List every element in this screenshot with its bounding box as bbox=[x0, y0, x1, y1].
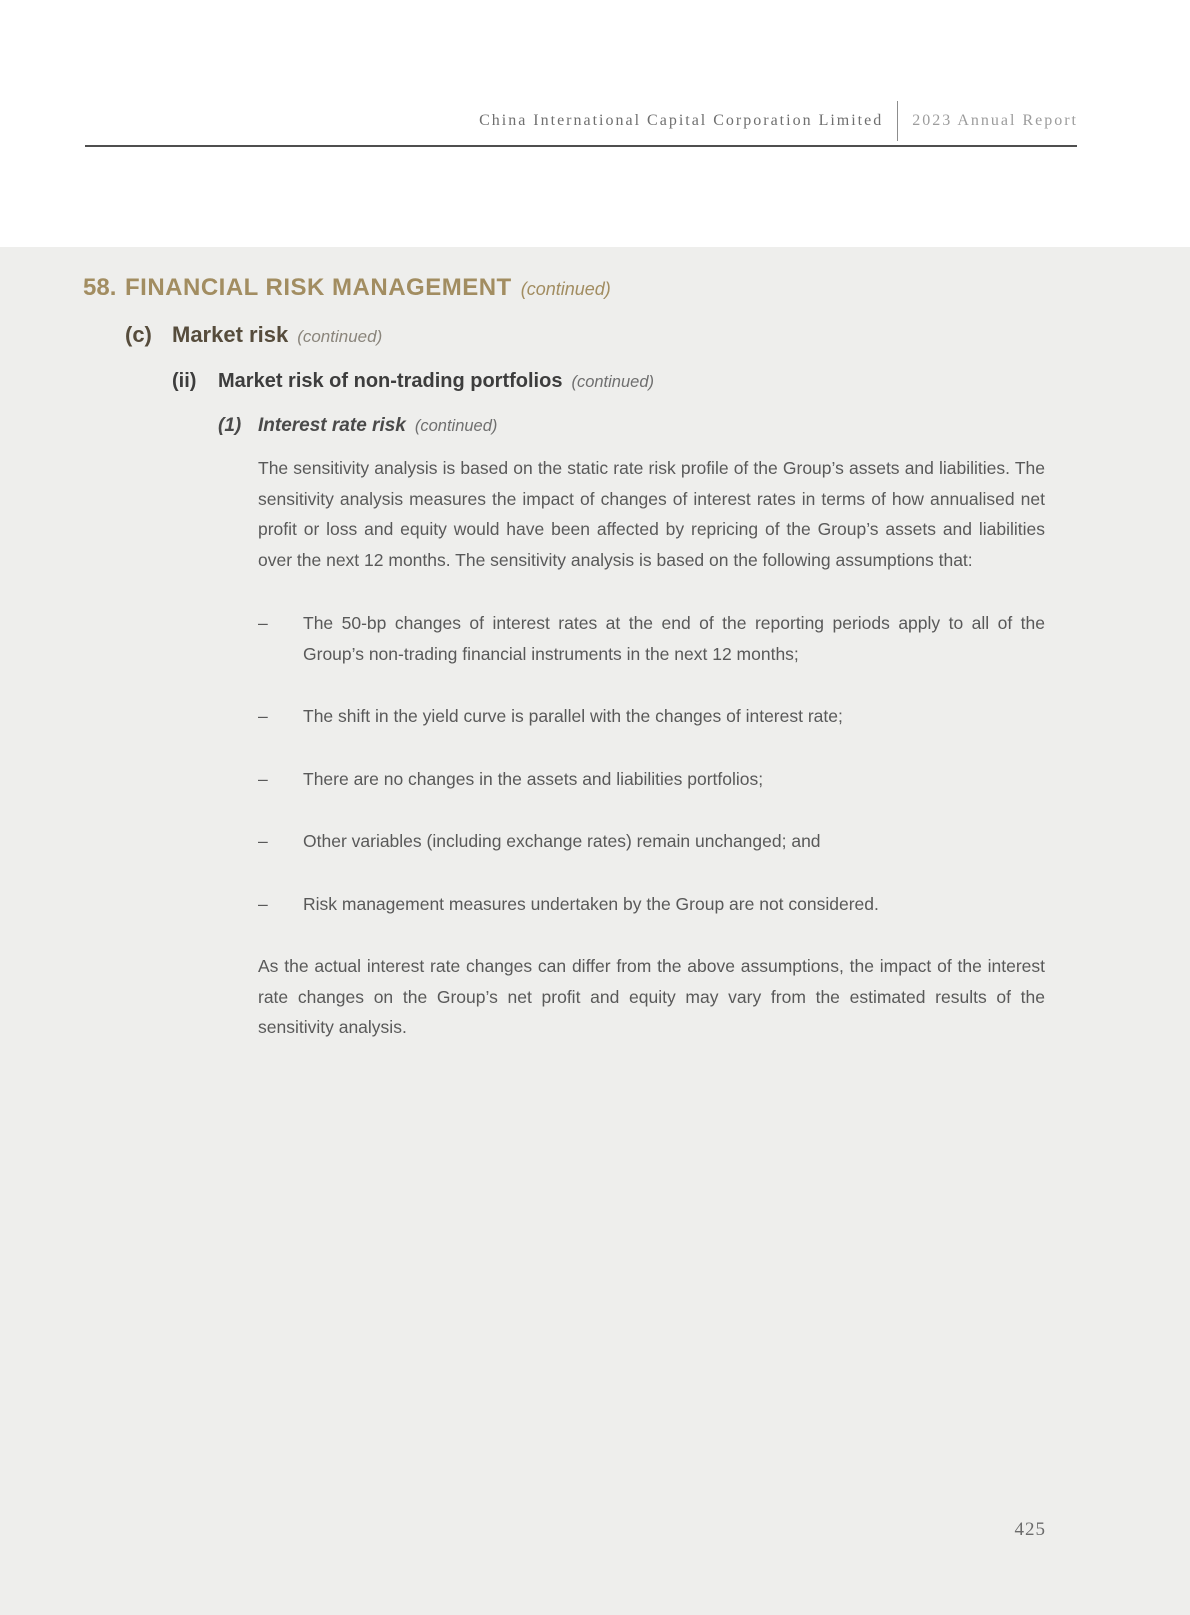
subsection-continued: (continued) bbox=[571, 373, 655, 391]
list-item-text: The shift in the yield curve is parallel with the changes of interest rate; bbox=[303, 706, 843, 726]
dash-marker: – bbox=[258, 893, 268, 914]
subsection-label: (1) bbox=[218, 415, 242, 436]
subsection-market-risk bbox=[125, 322, 1045, 348]
list-item bbox=[258, 826, 1045, 857]
company-name: China International Capital Corporation Limited bbox=[479, 112, 884, 129]
dash-marker: – bbox=[258, 613, 268, 633]
section-number: 58. bbox=[83, 274, 117, 301]
subsection-label: (c) bbox=[125, 322, 152, 347]
subsection-non-trading bbox=[172, 370, 1045, 393]
list-item-text: Other variables (including exchange rates) remain unchanged; and bbox=[303, 831, 821, 851]
dash-marker: – bbox=[258, 768, 268, 789]
dash-marker: – bbox=[258, 831, 268, 851]
subsection-interest-rate-risk bbox=[218, 415, 1045, 437]
running-header bbox=[479, 101, 1078, 141]
closing-paragraph: As the actual interest rate changes can differ from the above assumptions, the impact of the interest rate changes on the Group’s net profit and equity may vary from the estimated results of the sensitivity analysis. bbox=[258, 956, 1045, 1037]
subsection-title: Interest rate risk bbox=[258, 415, 406, 436]
subsection-label: (ii) bbox=[172, 370, 197, 392]
header-divider bbox=[897, 101, 898, 141]
content-sheet bbox=[0, 247, 1190, 1615]
list-item-text: There are no changes in the assets and liabilities portfolios; bbox=[303, 768, 764, 789]
section-title: FINANCIAL RISK MANAGEMENT bbox=[125, 274, 512, 301]
header-rule bbox=[85, 145, 1077, 147]
list-item bbox=[258, 701, 1045, 732]
report-title: 2023 Annual Report bbox=[912, 112, 1078, 129]
subsection-title: Market risk bbox=[172, 322, 289, 347]
body-text-column bbox=[258, 453, 1045, 1043]
list-item-text: Risk management measures undertaken by the Group are not considered. bbox=[303, 893, 879, 914]
dash-marker: – bbox=[258, 706, 268, 726]
subsection-continued: (continued) bbox=[297, 327, 383, 346]
section-heading bbox=[83, 274, 1045, 302]
list-item-text: The 50-bp changes of interest rates at the end of the reporting periods apply to all of the Group’s non-trading financial instruments in the next 12 months; bbox=[303, 613, 1045, 664]
section-continued: (continued) bbox=[520, 279, 611, 299]
list-item bbox=[258, 608, 1045, 669]
intro-paragraph: The sensitivity analysis is based on the static rate risk profile of the Group’s assets and liabilities. The sensitivity analysis measures the impact of changes of interest rates in terms of how annualised net profit or loss and equity would have been affected by repricing of the Group’s assets and liabilities over the next 12 months. The sensitivity analysis is based on the following assumptions that: bbox=[258, 458, 1045, 570]
subsection-continued: (continued) bbox=[414, 417, 498, 435]
page-number: 425 bbox=[1014, 1519, 1046, 1540]
subsection-title: Market risk of non-trading portfolios bbox=[218, 370, 563, 392]
list-item bbox=[258, 889, 1045, 920]
list-item bbox=[258, 764, 1045, 795]
